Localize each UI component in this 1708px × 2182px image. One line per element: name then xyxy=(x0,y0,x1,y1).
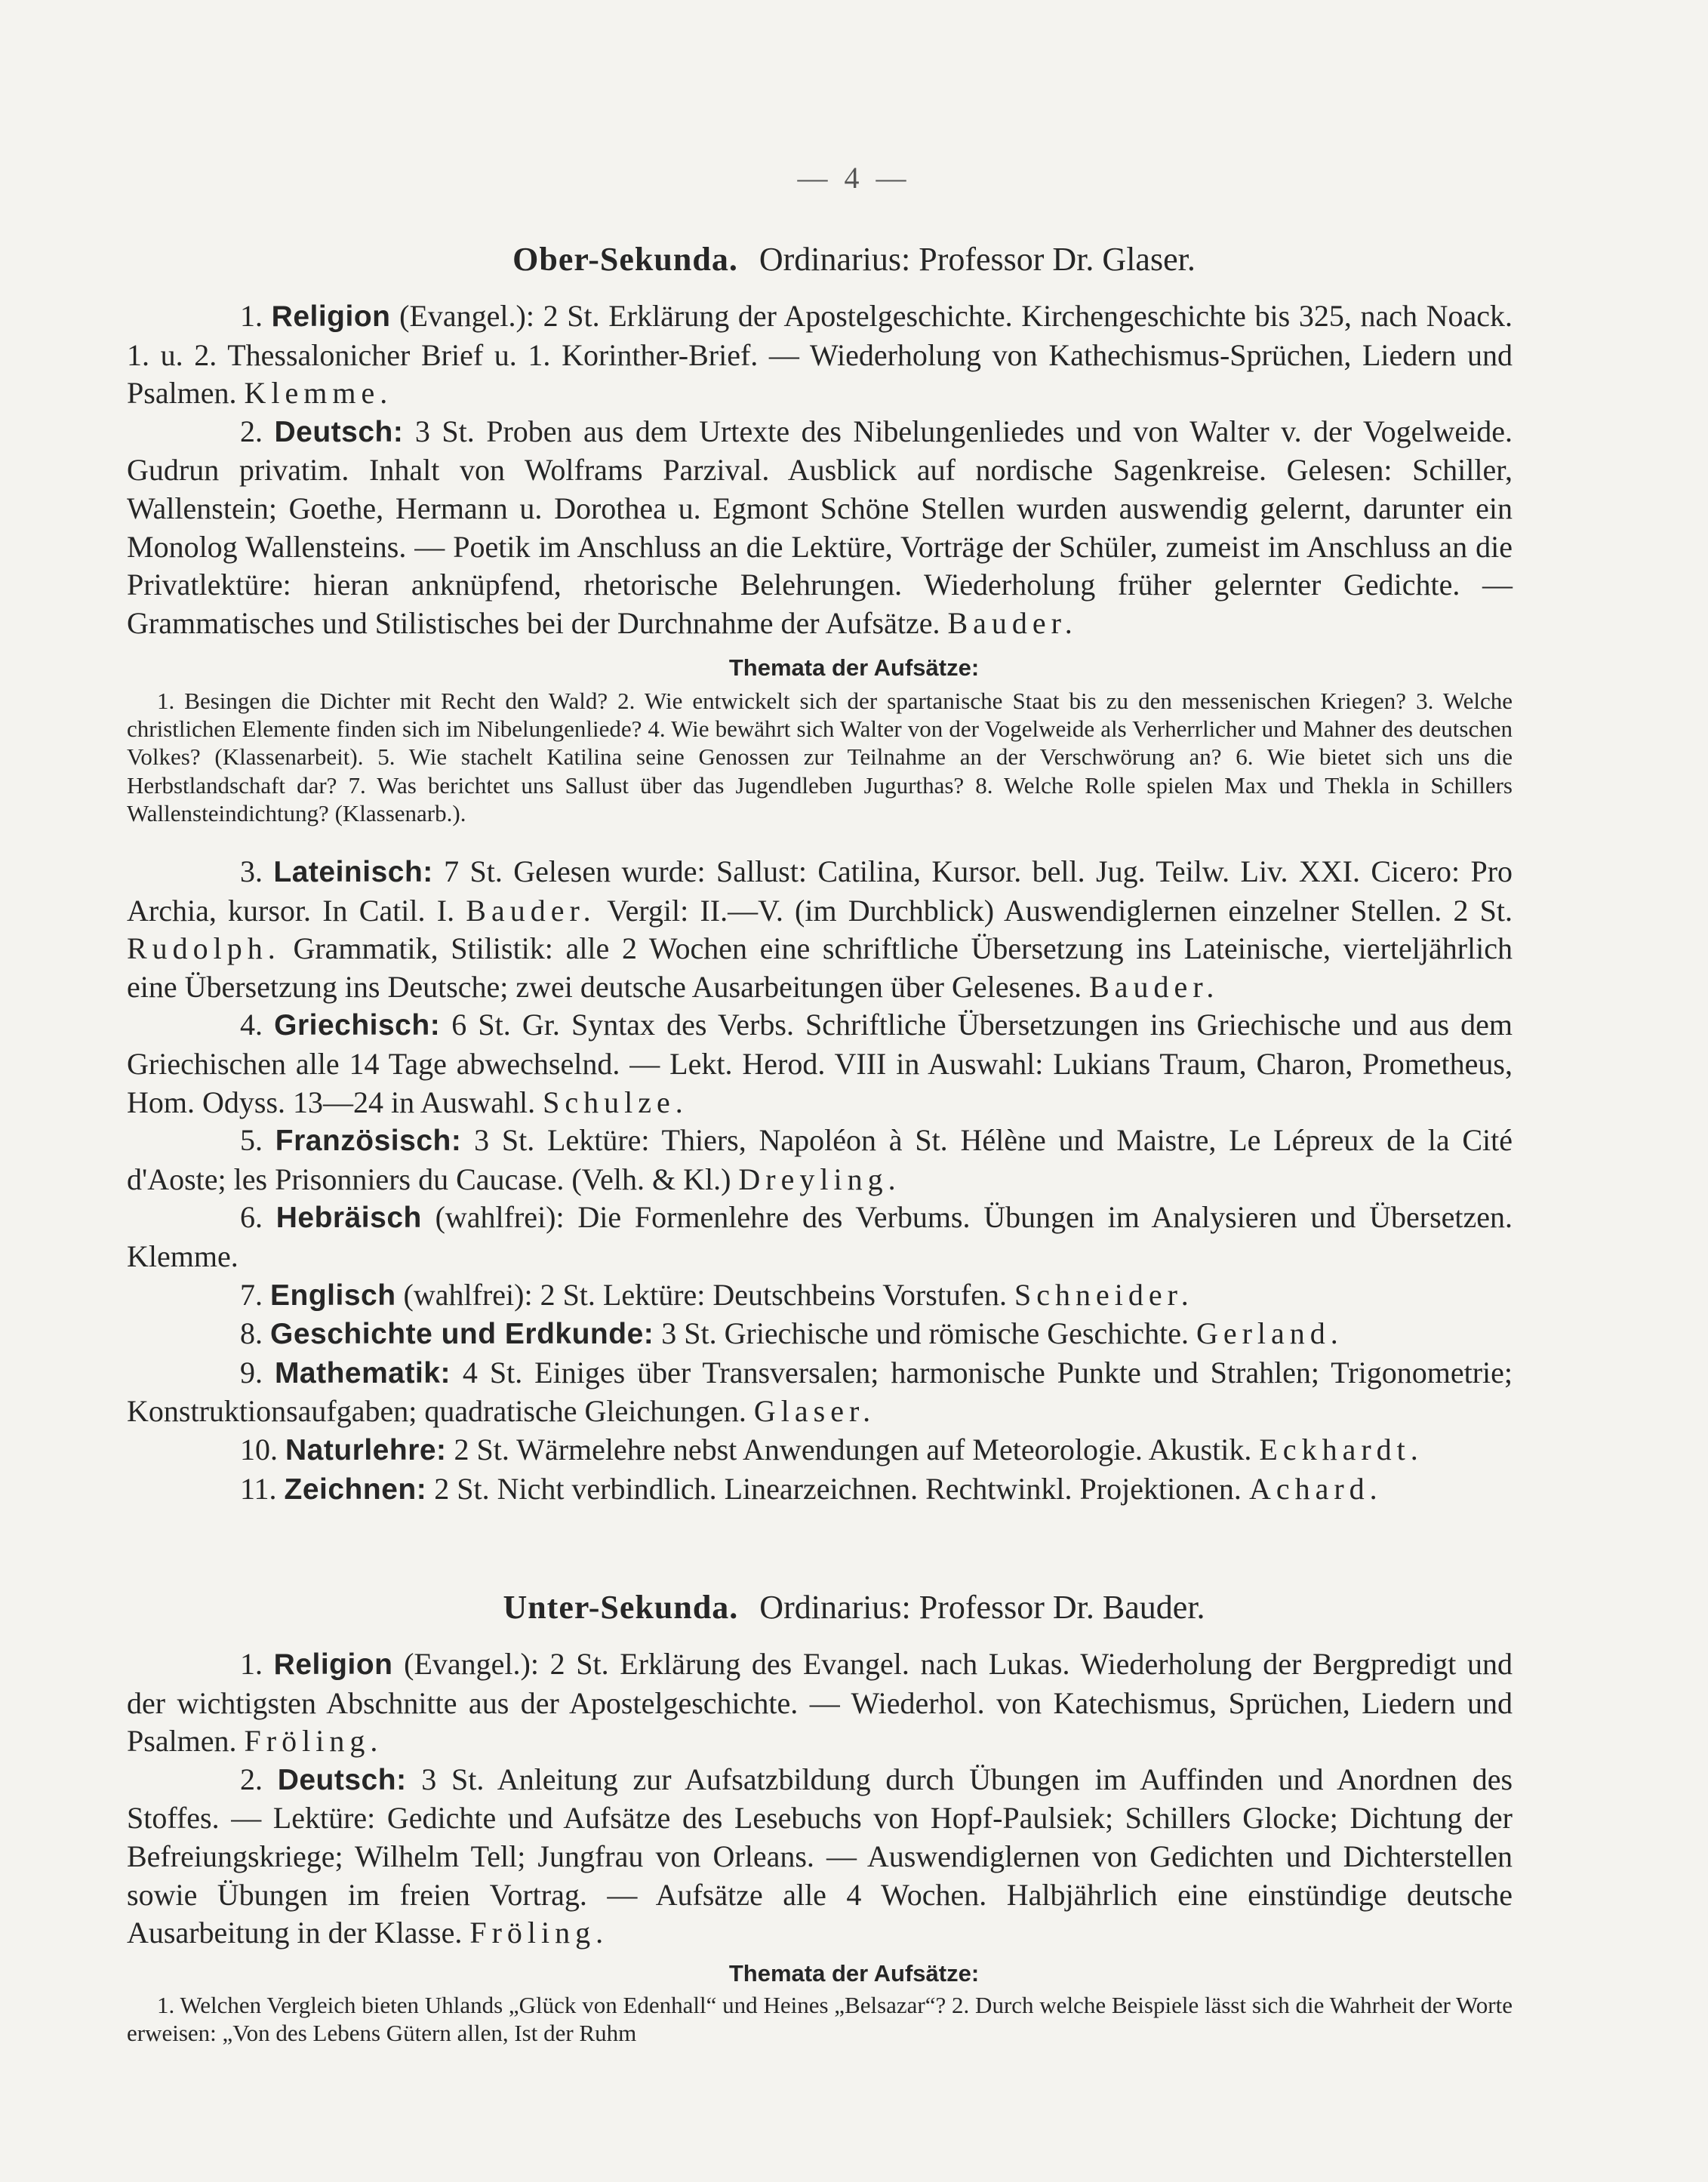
subject-paragraph: 5. Französisch: 3 St. Lektüre: Thiers, Napoléon à St. Hélène und Maistre, Le Lépreux de la Cité d'Aoste; les Prisonniers du Caucase. (Velh. & Kl.) Dreyling. xyxy=(127,1123,1513,1196)
themata-heading: Themata der Aufsätze: xyxy=(728,1960,980,1987)
ordinarius: Ordinarius: Professor Dr. Bauder. xyxy=(759,1589,1205,1626)
subject-paragraph: 2. Deutsch: 3 St. Anleitung zur Aufsatzbildung durch Übungen im Auffinden und Anordnen des Stoffes. — Lektüre: Gedichte und Aufsätze des Lesebuchs von Hopf-Paulsiek; Schillers Glocke; Dichtung der Befreiungskriege; Wilhelm Tell; Jungfrau von Orleans. — Auswendiglernen von Gedichten und Dichterstellen sowie Übungen im freien Vortrag. — Aufsätze alle 4 Wochen. Halbjährlich eine einstündige deutsche Ausarbeitung in der Klasse. Fröling. xyxy=(127,1762,1513,1950)
themata-text: 1. Welchen Vergleich bieten Uhlands „Glück von Edenhall“ und Heines „Belsazar“? 2. Durch welche Beispiele lässt sich die Wahrheit der Worte erweisen: „Von des Lebens Gütern allen, Ist der Ruhm xyxy=(127,1992,1513,2047)
teacher-name: Bauder. xyxy=(947,605,1078,640)
teacher-name: Dreyling. xyxy=(738,1162,901,1196)
subject-title: Religion xyxy=(271,300,391,333)
teacher-name: Schneider. xyxy=(1014,1277,1194,1312)
unter-sekunda-section xyxy=(127,1645,1513,1953)
teacher-name: Fröling. xyxy=(469,1916,609,1950)
teacher-name: Bauder. xyxy=(466,893,596,928)
subject-paragraph: 6. Hebräisch (wahlfrei): Die Formenlehre des Verbums. Übungen im Analysieren und Übersetzen. Klemme. xyxy=(127,1200,1513,1273)
teacher-name: Fröling. xyxy=(244,1724,383,1759)
unter-sekunda-heading xyxy=(0,1588,1708,1627)
class-name: Unter-Sekunda. xyxy=(503,1589,739,1626)
teacher-name: Glaser. xyxy=(753,1394,876,1429)
subject-paragraph: 1. Religion (Evangel.): 2 St. Erklärung der Apostelgeschichte. Kirchengeschichte bis 325, nach Noack. 1. u. 2. Thessalonicher Brief u. 1. Korinther-Brief. — Wiederholung von Kathechismus-Sprüchen, Liedern und Psalmen. Klemme. xyxy=(127,299,1513,411)
page-number: — 4 — xyxy=(797,161,911,195)
teacher-name: Klemme. xyxy=(244,376,393,411)
subject-title: Mathematik: xyxy=(274,1356,451,1390)
subject-paragraph: 10. Naturlehre: 2 St. Wärmelehre nebst Anwendungen auf Meteorologie. Akustik. Eckhardt. xyxy=(240,1432,1423,1466)
subject-title: Naturlehre: xyxy=(285,1433,447,1466)
themata-list xyxy=(127,687,1513,827)
subject-paragraph: 1. Religion (Evangel.): 2 St. Erklärung des Evangel. nach Lukas. Wiederholung der Bergpredigt und der wichtigsten Abschnitte aus der Apostelgeschichte. — Wiederhol. von Katechismus, Sprüchen, Liedern und Psalmen. Fröling. xyxy=(127,1647,1513,1759)
teacher-name: Eckhardt. xyxy=(1259,1432,1423,1466)
subject-title: Deutsch: xyxy=(277,1763,407,1796)
subject-title: Französisch: xyxy=(275,1125,462,1158)
themata-text: 1. Besingen die Dichter mit Recht den Wald? 2. Wie entwickelt sich der spartanische Staat bis zu den messenischen Kriegen? 3. Welche christlichen Elemente finden sich im Nibelungenliede? 4. Wie bewährt sich Walter von der Vogelweide als Verherrlicher und Mahner des deutschen Volkes? (Klassenarbeit). 5. Wie stachelt Katilina seine Genossen zur Teilnahme an der Verschwörung an? 6. Wie bietet sich uns die Herbstlandschaft dar? 7. Was berichtet uns Sallust über das Jugendleben Jugurthas? 8. Welche Rolle spielen Max und Thekla in Schillers Wallensteindichtung? (Klassenarb.). xyxy=(127,688,1513,826)
class-name: Ober-Sekunda. xyxy=(512,241,738,278)
teacher-name: Achard. xyxy=(1248,1471,1383,1506)
subject-title: Deutsch: xyxy=(274,415,404,448)
subject-paragraph: 8. Geschichte und Erdkunde: 3 St. Griechische und römische Geschichte. Gerland. xyxy=(240,1316,1343,1351)
teacher-name: Gerland. xyxy=(1196,1316,1343,1351)
subject-paragraph: 2. Deutsch: 3 St. Proben aus dem Urtexte des Nibelungenliedes und von Walter v. der Vogelweide. Gudrun privatim. Inhalt von Wolframs Parzival. Ausblick auf nordische Sagenkreise. Gelesen: Schiller, Wallenstein; Goethe, Hermann u. Dorothea u. Egmont Schöne Stellen wurden auswendig gelernt, darunter ein Monolog Wallensteins. — Poetik im Anschluss an die Lektüre, Vorträge der Schüler, zumeist im Anschluss an die Privatlektüre: hieran anknüpfend, rhetorische Belehrungen. Wiederholung früher gelernter Gedichte. — Grammatisches und Stilistisches bei der Durchnahme der Aufsätze. Bauder. xyxy=(127,414,1513,640)
teacher-name: Bauder. xyxy=(1089,969,1220,1004)
subject-title: Hebräisch xyxy=(275,1202,422,1235)
ober-sekunda-heading xyxy=(0,240,1708,279)
subject-title: Griechisch: xyxy=(274,1009,441,1042)
themata-list xyxy=(127,1991,1513,2047)
ober-sekunda-subjects xyxy=(127,853,1513,1509)
ordinarius: Ordinarius: Professor Dr. Glaser. xyxy=(759,241,1196,278)
subject-paragraph: 9. Mathematik: 4 St. Einiges über Transversalen; harmonische Punkte und Strahlen; Trigonometrie; Konstruktionsaufgaben; quadratische Gleichungen. Glaser. xyxy=(127,1355,1513,1429)
subject-paragraph: 4. Griechisch: 6 St. Gr. Syntax des Verbs. Schriftliche Übersetzungen ins Griechische und aus dem Griechischen alle 14 Tage abwechselnd. — Lekt. Herod. VIII in Auswahl: Lukians Traum, Charon, Prometheus, Hom. Odyss. 13—24 in Auswahl. Schulze. xyxy=(127,1008,1513,1119)
subject-paragraph: 3. Lateinisch: 7 St. Gelesen wurde: Sallust: Catilina, Kursor. bell. Jug. Teilw. Liv. XXI. Cicero: Pro Archia, kursor. In Catil. I. Bauder. Vergil: II.—V. (im Durchblick) Auswendiglernen einzelner Stellen. 2 St. Rudolph. Grammatik, Stilistik: alle 2 Wochen eine schriftliche Übersetzung ins Lateinische, vierteljährlich eine Übersetzung ins Deutsche; zwei deutsche Ausarbeitungen über Gelesenes. Bauder. xyxy=(127,854,1513,1004)
subject-title: Geschichte und Erdkunde: xyxy=(270,1318,654,1351)
teacher-name: Rudolph. xyxy=(127,931,281,966)
subject-title: Zeichnen: xyxy=(284,1473,427,1506)
subject-paragraph: 7. Englisch (wahlfrei): 2 St. Lektüre: Deutschbeins Vorstufen. Schneider. xyxy=(240,1277,1194,1312)
themata-heading: Themata der Aufsätze: xyxy=(728,654,980,681)
subject-paragraph: 11. Zeichnen: 2 St. Nicht verbindlich. Linearzeichnen. Rechtwinkl. Projektionen. Achard. xyxy=(240,1471,1383,1506)
subject-title: Lateinisch: xyxy=(273,856,433,888)
subject-title: Englisch xyxy=(270,1279,396,1312)
ober-sekunda-section xyxy=(127,297,1513,642)
teacher-name: Schulze. xyxy=(543,1085,688,1119)
subject-title: Religion xyxy=(273,1648,393,1681)
